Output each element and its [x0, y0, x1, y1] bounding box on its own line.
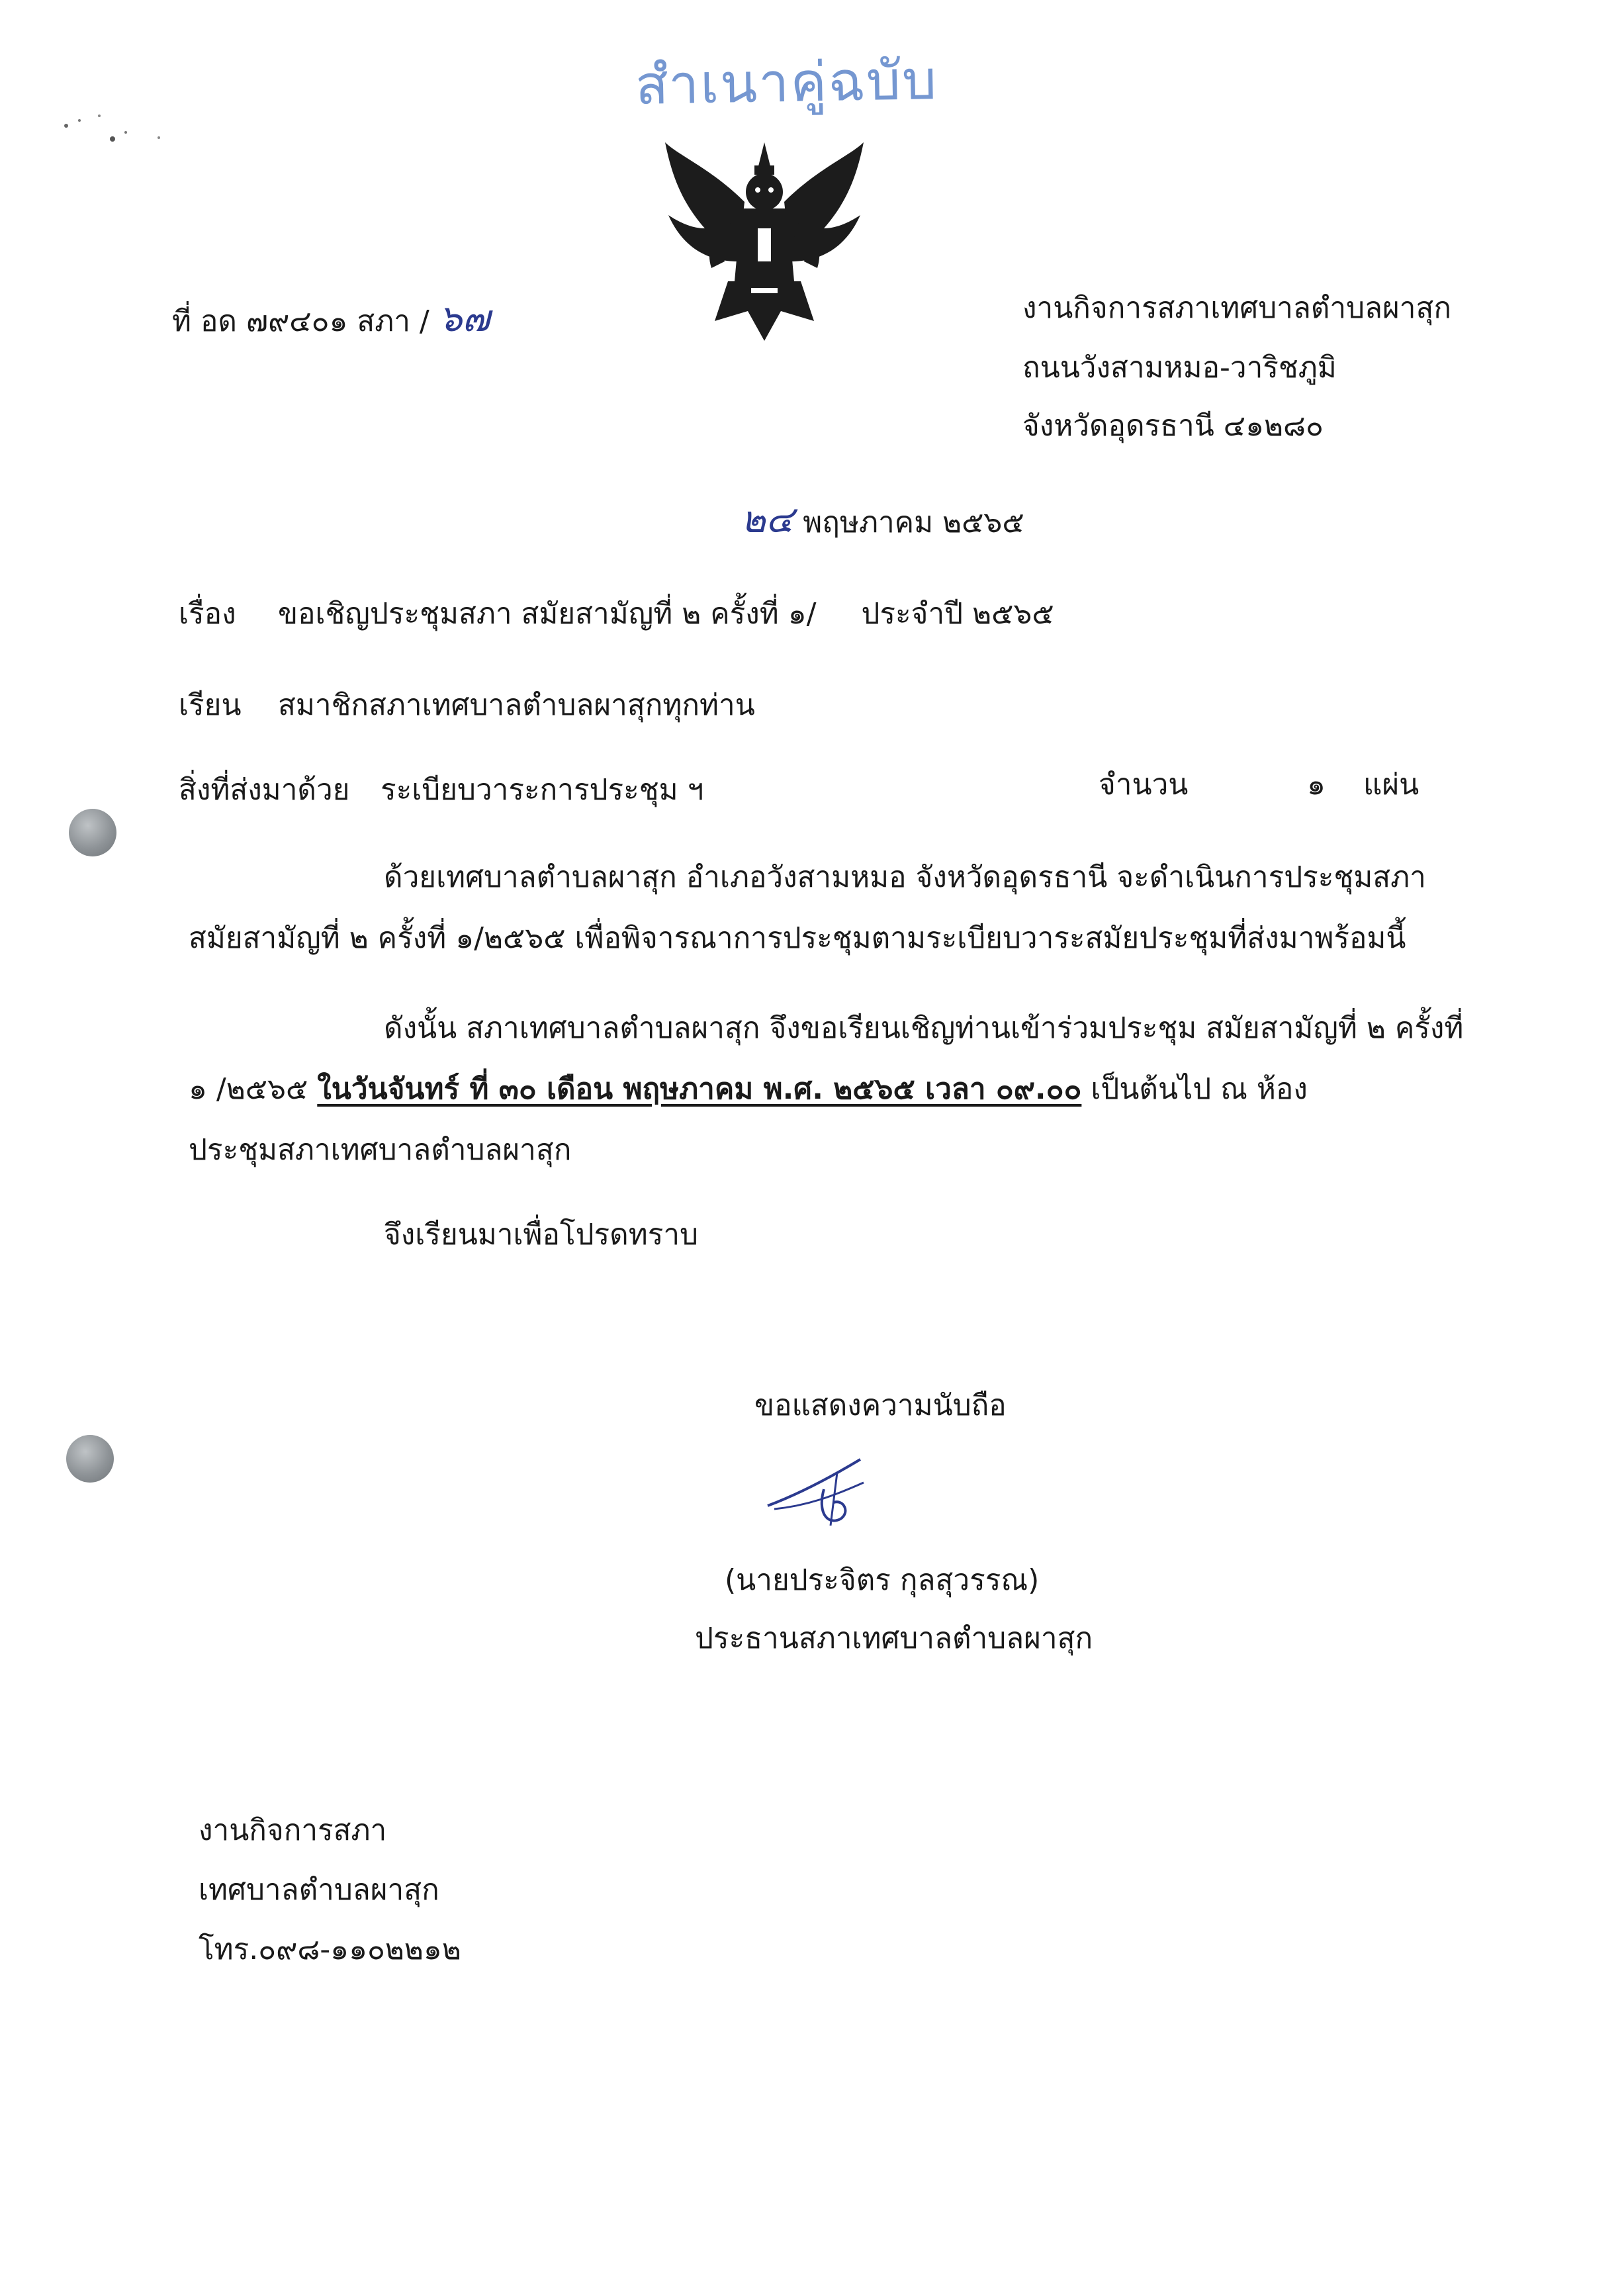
paragraph-2-line-2-post: เป็นต้นไป ณ ห้อง — [1091, 1072, 1308, 1106]
punch-hole-bottom — [66, 1435, 114, 1483]
sender-address-line-1: งานกิจการสภาเทศบาลตำบลผาสุก — [1022, 291, 1451, 325]
addressee-text: สมาชิกสภาเทศบาลตำบลผาสุกทุกท่าน — [278, 688, 755, 722]
footer-line-1: งานกิจการสภา — [199, 1813, 387, 1847]
reference-number-label: ที่ อด ๗๙๔๐๑ สภา / — [172, 304, 429, 338]
signer-title: ประธานสภาเทศบาลตำบลผาสุก — [695, 1622, 1093, 1655]
paragraph-2-line-2 — [189, 1059, 1308, 1120]
footer-line-3: โทร.๐๙๘-๑๑๐๒๒๑๒ — [199, 1933, 461, 1966]
paragraph-2-line-1: ดังนั้น สภาเทศบาลตำบลผาสุก จึงขอเรียนเชิญท่านเข้าร่วมประชุม สมัยสามัญที่ ๒ ครั้งที่ — [384, 1011, 1464, 1045]
copy-stamp: สำเนาคู่ฉบับ — [635, 49, 938, 117]
punch-hole-top — [69, 809, 116, 856]
signer-name: (นายประจิตร กุลสุวรรณ) — [725, 1563, 1040, 1597]
scan-specks — [53, 93, 185, 159]
subject-tail: ประจำปี ๒๕๖๕ — [861, 597, 1054, 631]
enclosure-label: สิ่งที่ส่งมาด้วย — [179, 773, 350, 807]
sender-address-line-2: ถนนวังสามหมอ-วาริชภูมิ — [1022, 351, 1337, 385]
enclosure-qty-label: จำนวน — [1099, 768, 1189, 802]
enclosure-text: ระเบียบวาระการประชุม ฯ — [381, 773, 704, 807]
footer-line-2: เทศบาลตำบลผาสุก — [199, 1873, 439, 1907]
reference-number — [172, 297, 490, 341]
subject-main: ขอเชิญประชุมสภา สมัยสามัญที่ ๒ ครั้งที่ ๑/ — [278, 597, 817, 631]
meeting-datetime: ในวันจันทร์ ที่ ๓๐ เดือน พฤษภาคม พ.ศ. ๒๕๖๕ เวลา ๐๙.๐๐ — [317, 1072, 1082, 1106]
date-day-handwritten: ๒๔ — [741, 498, 794, 541]
subject-label: เรื่อง — [179, 597, 236, 631]
regards: ขอแสดงความนับถือ — [754, 1389, 1007, 1422]
garuda-emblem-icon — [652, 129, 877, 347]
sender-address-line-3: จังหวัดอุดรธานี ๔๑๒๘๐ — [1022, 409, 1324, 443]
enclosure-unit: แผ่น — [1363, 768, 1420, 802]
paragraph-2-line-2-pre: ๑ /๒๕๖๕ — [189, 1072, 308, 1106]
reference-number-handwritten: ๖๗ — [438, 297, 490, 340]
paragraph-2-line-3: ประชุมสภาเทศบาลตำบลผาสุก — [189, 1133, 572, 1167]
subject-text — [278, 597, 1054, 632]
addressee-label: เรียน — [179, 688, 242, 722]
signature-image — [761, 1433, 880, 1532]
date-month-year: พฤษภาคม ๒๕๖๕ — [803, 506, 1024, 539]
paragraph-1-line-2: สมัยสามัญที่ ๒ ครั้งที่ ๑/๒๕๖๕ เพื่อพิจารณาการประชุมตามระเบียบวาระสมัยประชุมที่ส่งมาพร้อมนี้ — [189, 921, 1406, 955]
enclosure-qty: ๑ — [1307, 768, 1326, 802]
paragraph-1-line-1: ด้วยเทศบาลตำบลผาสุก อำเภอวังสามหมอ จังหวัดอุดรธานี จะดำเนินการประชุมสภา — [384, 860, 1426, 894]
letter-date — [741, 498, 1024, 542]
closing-line: จึงเรียนมาเพื่อโปรดทราบ — [384, 1218, 699, 1252]
